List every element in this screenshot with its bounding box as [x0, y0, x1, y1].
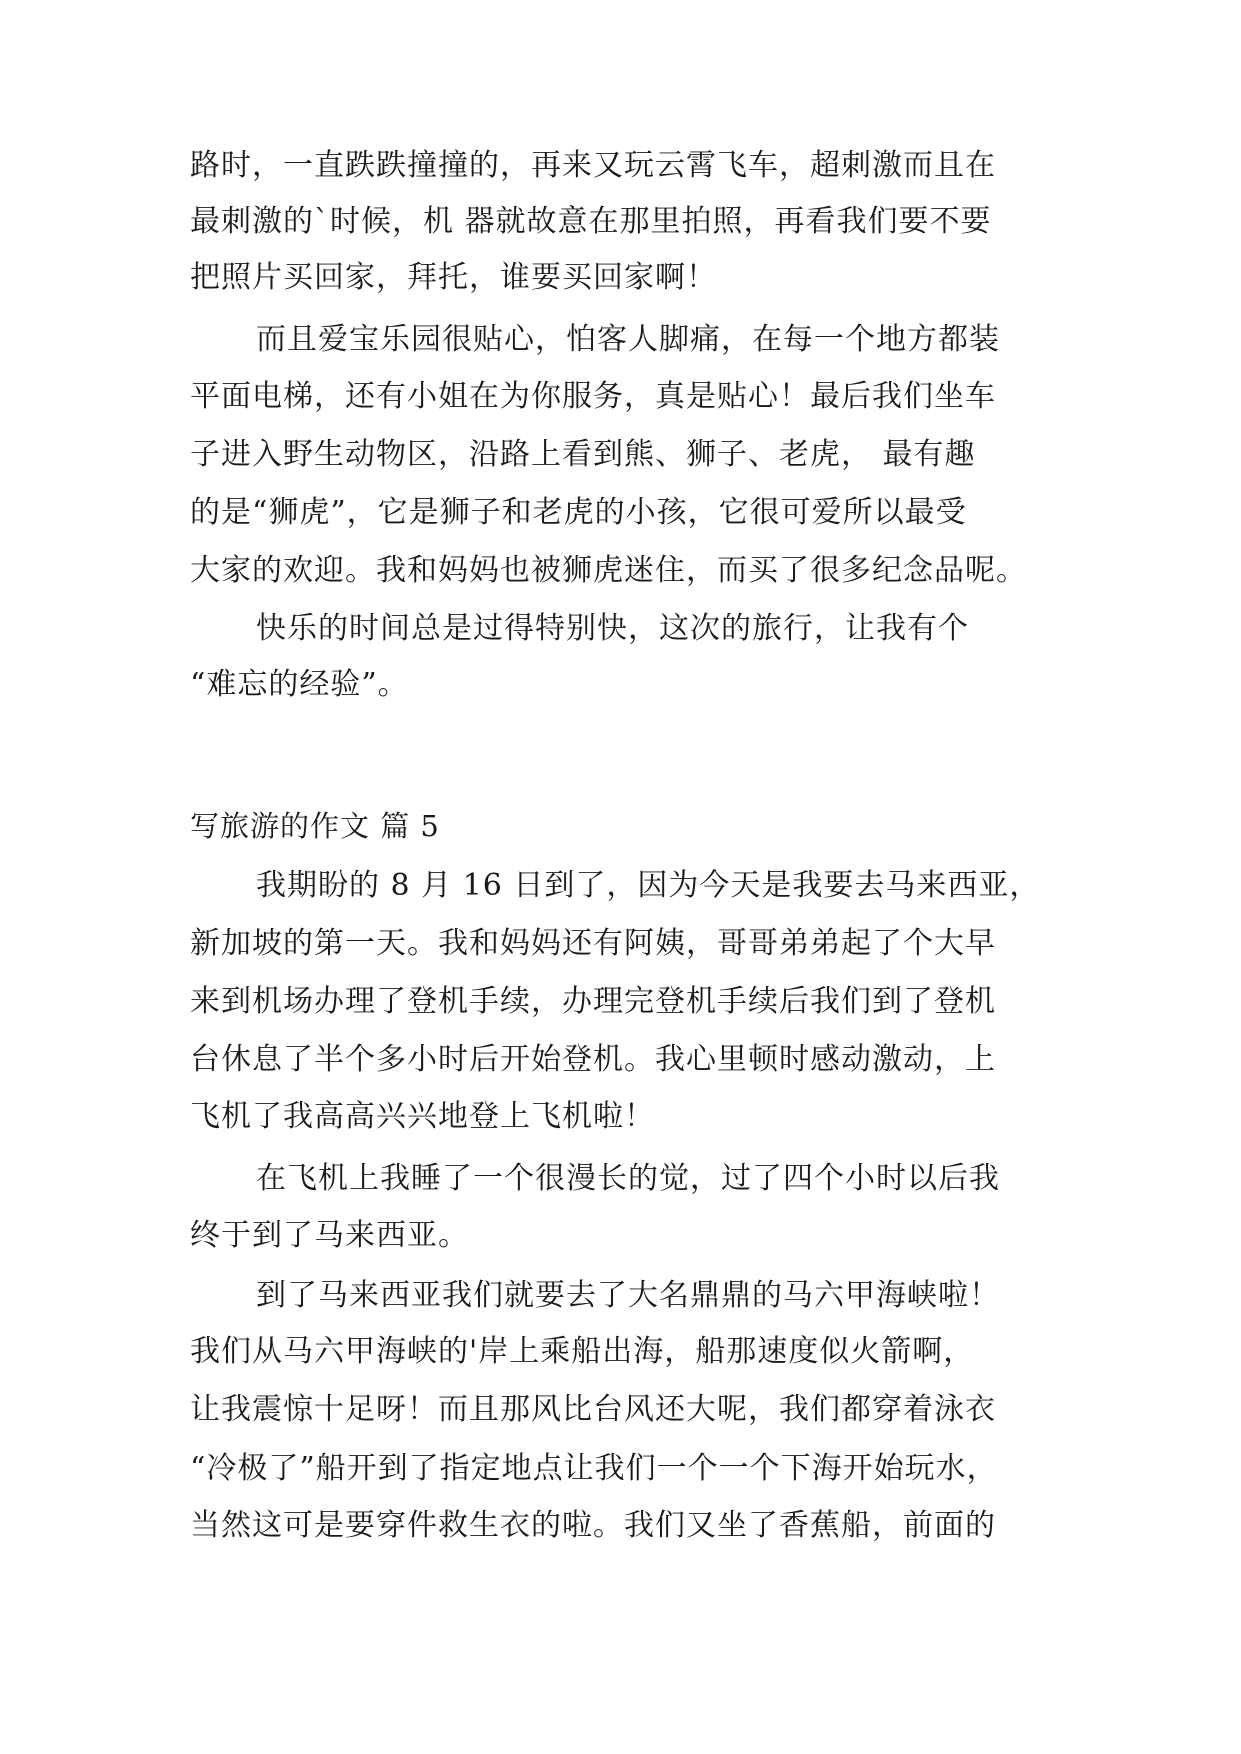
section-heading: 写旅游的作文 篇 5 — [190, 809, 440, 843]
paragraph-line: 的是“狮虎”，它是狮子和老虎的小孩，它很可爱所以最受 — [190, 495, 967, 530]
paragraph-line: 我期盼的 8 月 16 日到了，因为今天是我要去马来西亚， — [256, 868, 1041, 903]
paragraph-line: 快乐的时间总是过得特别快，这次的旅行，让我有个 — [256, 611, 969, 646]
paragraph-line: 台休息了半个多小时后开始登机。我心里顿时感动激动，上 — [190, 1042, 996, 1077]
paragraph-line: 在飞机上我睡了一个很漫长的觉，过了四个小时以后我 — [256, 1161, 1000, 1196]
paragraph-line: 而且爱宝乐园很贴心，怕客人脚痛，在每一个地方都装 — [256, 322, 1000, 357]
paragraph-line: 路时，一直跌跌撞撞的，再来又玩云霄飞车，超刺激而且在 — [190, 148, 996, 183]
paragraph-line: 我们从马六甲海峡的'岸上乘船出海，船那速度似火箭啊， — [190, 1334, 975, 1369]
paragraph-line: 让我震惊十足呀！而且那风比台风还大呢，我们都穿着泳衣 — [190, 1392, 996, 1427]
paragraph-line: 大家的欢迎。我和妈妈也被狮虎迷住，而买了很多纪念品呢。 — [190, 553, 1027, 588]
paragraph-line: “难忘的经验”。 — [190, 667, 409, 702]
paragraph-line: 到了马来西亚我们就要去了大名鼎鼎的马六甲海峡啦！ — [256, 1278, 1000, 1313]
paragraph-line: 新加坡的第一天。我和妈妈还有阿姨，哥哥弟弟起了个大早 — [190, 926, 996, 961]
paragraph-line: 最刺激的`时候，机 器就故意在那里拍照，再看我们要不要 — [190, 204, 992, 239]
paragraph-line: 终于到了马来西亚。 — [190, 1218, 469, 1253]
paragraph-line: 把照片买回家，拜托，谁要买回家啊！ — [190, 260, 717, 295]
paragraph-line: “冷极了”船开到了指定地点让我们一个一个下海开始玩水， — [190, 1451, 998, 1486]
paragraph-line: 飞机了我高高兴兴地登上飞机啦！ — [190, 1099, 655, 1134]
paragraph-line: 当然这可是要穿件救生衣的啦。我们又坐了香蕉船，前面的 — [190, 1508, 996, 1543]
paragraph-line: 来到机场办理了登机手续，办理完登机手续后我们到了登机 — [190, 984, 996, 1019]
paragraph-line: 平面电梯，还有小姐在为你服务，真是贴心！最后我们坐车 — [190, 379, 996, 414]
paragraph-line: 子进入野生动物区，沿路上看到熊、狮子、老虎， 最有趣 — [190, 437, 976, 472]
